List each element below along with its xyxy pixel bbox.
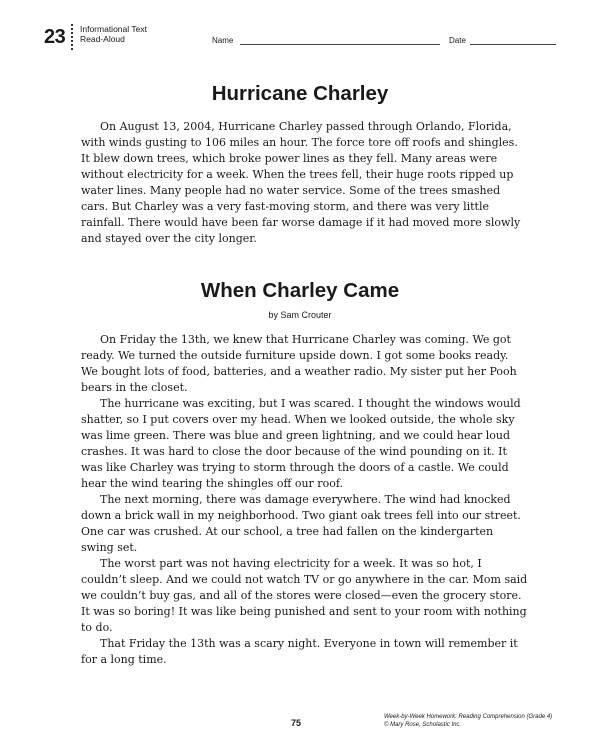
- lesson-type-line1: Informational Text: [80, 24, 147, 34]
- article2-paragraph: The worst part was not having electricity for a week. It was so hot, I couldn’t sleep. And we could not watch TV or go anywhere in the car. Mom said we couldn’t buy gas, and all of the stores were closed—even the grocery store. It was so boring! It was like being punished and sent to your room with nothing to do.: [81, 557, 528, 634]
- article1-title: Hurricane Charley: [211, 82, 389, 105]
- article2-title: When Charley Came: [200, 279, 400, 302]
- footer-credit-line1: Week-by-Week Homework: Reading Comprehension (Grade 4): [384, 714, 553, 720]
- footer-credit-line2: © Mary Rose, Scholastic Inc.: [384, 722, 462, 728]
- article2-paragraph: That Friday the 13th was a scary night. Everyone in town will remember it for a long time.: [81, 637, 518, 666]
- lesson-number: 23: [44, 26, 66, 48]
- date-label: Date: [449, 36, 466, 45]
- article1-body: [81, 119, 528, 247]
- article2-body: [81, 332, 528, 668]
- lesson-separator: [71, 24, 73, 50]
- name-label: Name: [212, 36, 234, 45]
- article2-paragraph: On Friday the 13th, we knew that Hurricane Charley was coming. We got ready. We turned the outside furniture upside down. I got some books ready. We bought lots of food, batteries, and a weather radio. My sister put her Pooh bears in the closet.: [81, 333, 517, 394]
- article1-paragraph: On August 13, 2004, Hurricane Charley passed through Orlando, Florida, with winds gusting to 106 miles an hour. The force tore off roofs and shingles. It blew down trees, which broke power lines as they fell. Many areas were without electricity for a week. When the trees fell, their huge roots ripped up water lines. Many people had no water service. Some of the trees smashed cars. But Charley was a very fast-moving storm, and there was very little rainfall. There would have been far worse damage if it had moved more slowly and stayed over the city longer.: [81, 120, 521, 245]
- article2-paragraph: The hurricane was exciting, but I was scared. I thought the windows would shatter, so I put covers over my head. When we looked outside, the whole sky was lime green. There was blue and green lightning, and we could hear loud crashes. It was hard to close the door because of the wind pounding on it. It was like Charley was trying to storm through the doors of a castle. We could hear the wind tearing the shingles off our roof.: [81, 397, 521, 490]
- footer-credit: [384, 713, 576, 729]
- lesson-type-line2: Read-Aloud: [80, 34, 125, 44]
- date-field-line[interactable]: [470, 44, 556, 45]
- article2-byline: by Sam Crouter: [268, 310, 332, 320]
- lesson-type: [80, 24, 147, 44]
- page-number: 75: [291, 718, 302, 728]
- article2-paragraph: The next morning, there was damage everywhere. The wind had knocked down a brick wall in my neighborhood. Two giant oak trees fell into our street. One car was crushed. At our school, a tree had fallen on the kindergarten swing set.: [81, 493, 521, 554]
- name-field-line[interactable]: [240, 44, 440, 45]
